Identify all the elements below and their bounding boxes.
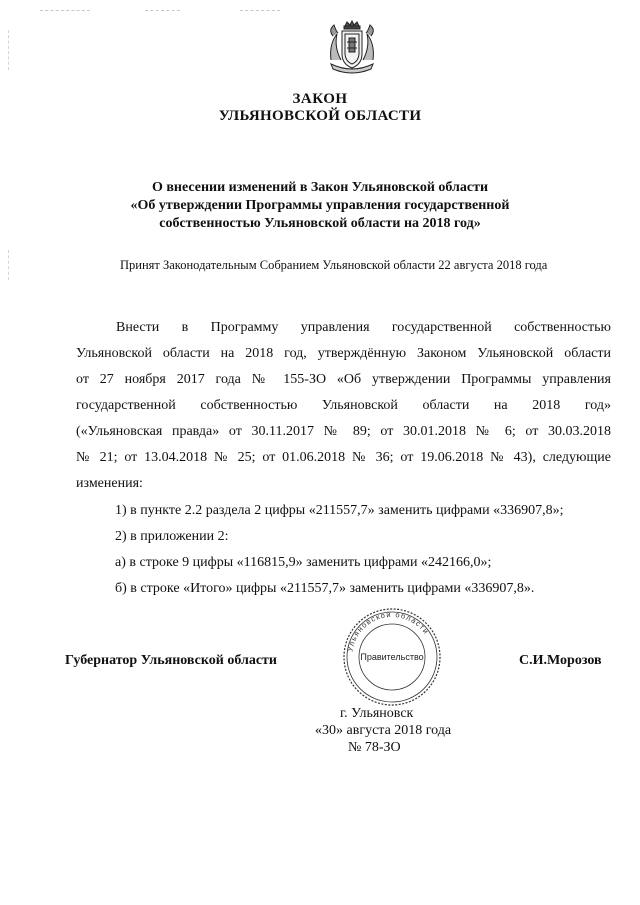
- official-seal-icon: [340, 605, 444, 709]
- amendment-item: 2) в приложении 2:: [115, 529, 229, 544]
- law-subject: [0, 179, 640, 233]
- adoption-note: Принят Законодательным Собранием Ульяновской области 22 августа 2018 года: [120, 258, 548, 272]
- signing-city: г. Ульяновск: [340, 706, 414, 721]
- signing-date: «30» августа 2018 года: [315, 723, 452, 738]
- body-line: («Ульяновская правда» от 30.11.2017 № 89; от 30.01.2018 № 6; от 30.03.2018: [76, 424, 611, 439]
- scan-artifact-left-2: [8, 250, 10, 280]
- subject-line: «Об утверждении Программы управления государственной: [130, 198, 510, 213]
- body-line: Ульяновской области на 2018 год, утверждённую Законом Ульяновской области: [76, 346, 611, 361]
- scan-artifact-top-2: [145, 10, 180, 12]
- amendment-item: а) в строке 9 цифры «116815,9» заменить цифрами «242166,0»;: [115, 555, 492, 570]
- body-line: государственной собственностью Ульяновской области на 2018 год»: [76, 398, 611, 413]
- signatory-name: С.И.Морозов: [519, 653, 602, 668]
- scan-artifact-left-1: [8, 30, 10, 70]
- coat-of-arms-icon: [325, 20, 379, 78]
- seal-outer-text: Ульяновской области: [345, 609, 432, 653]
- body-line: № 21; от 13.04.2018 № 25; от 01.06.2018 № 36; от 19.06.2018 № 43), следующие: [76, 450, 611, 465]
- law-title-line1: ЗАКОН: [292, 91, 348, 107]
- law-title-line2: УЛЬЯНОВСКОЙ ОБЛАСТИ: [218, 108, 422, 124]
- amendment-item: 1) в пункте 2.2 раздела 2 цифры «211557,7» заменить цифрами «336907,8»;: [115, 503, 564, 518]
- seal-inner-text: Правительство: [360, 652, 424, 662]
- body-line: изменения:: [76, 476, 143, 491]
- subject-line: собственностью Ульяновской области на 2018 год»: [159, 216, 481, 231]
- signatory-position: Губернатор Ульяновской области: [65, 653, 277, 668]
- body-line: от 27 ноября 2017 года № 155-ЗО «Об утверждении Программы управления: [76, 372, 611, 387]
- scan-artifact-top-1: [40, 10, 90, 12]
- subject-line: О внесении изменений в Закон Ульяновской области: [151, 180, 489, 195]
- scan-artifact-top-3: [240, 10, 280, 12]
- amendment-item: б) в строке «Итого» цифры «211557,7» заменить цифрами «336907,8».: [115, 581, 535, 596]
- law-number: № 78-ЗО: [348, 740, 401, 755]
- body-line: Внести в Программу управления государственной собственностью: [116, 320, 611, 335]
